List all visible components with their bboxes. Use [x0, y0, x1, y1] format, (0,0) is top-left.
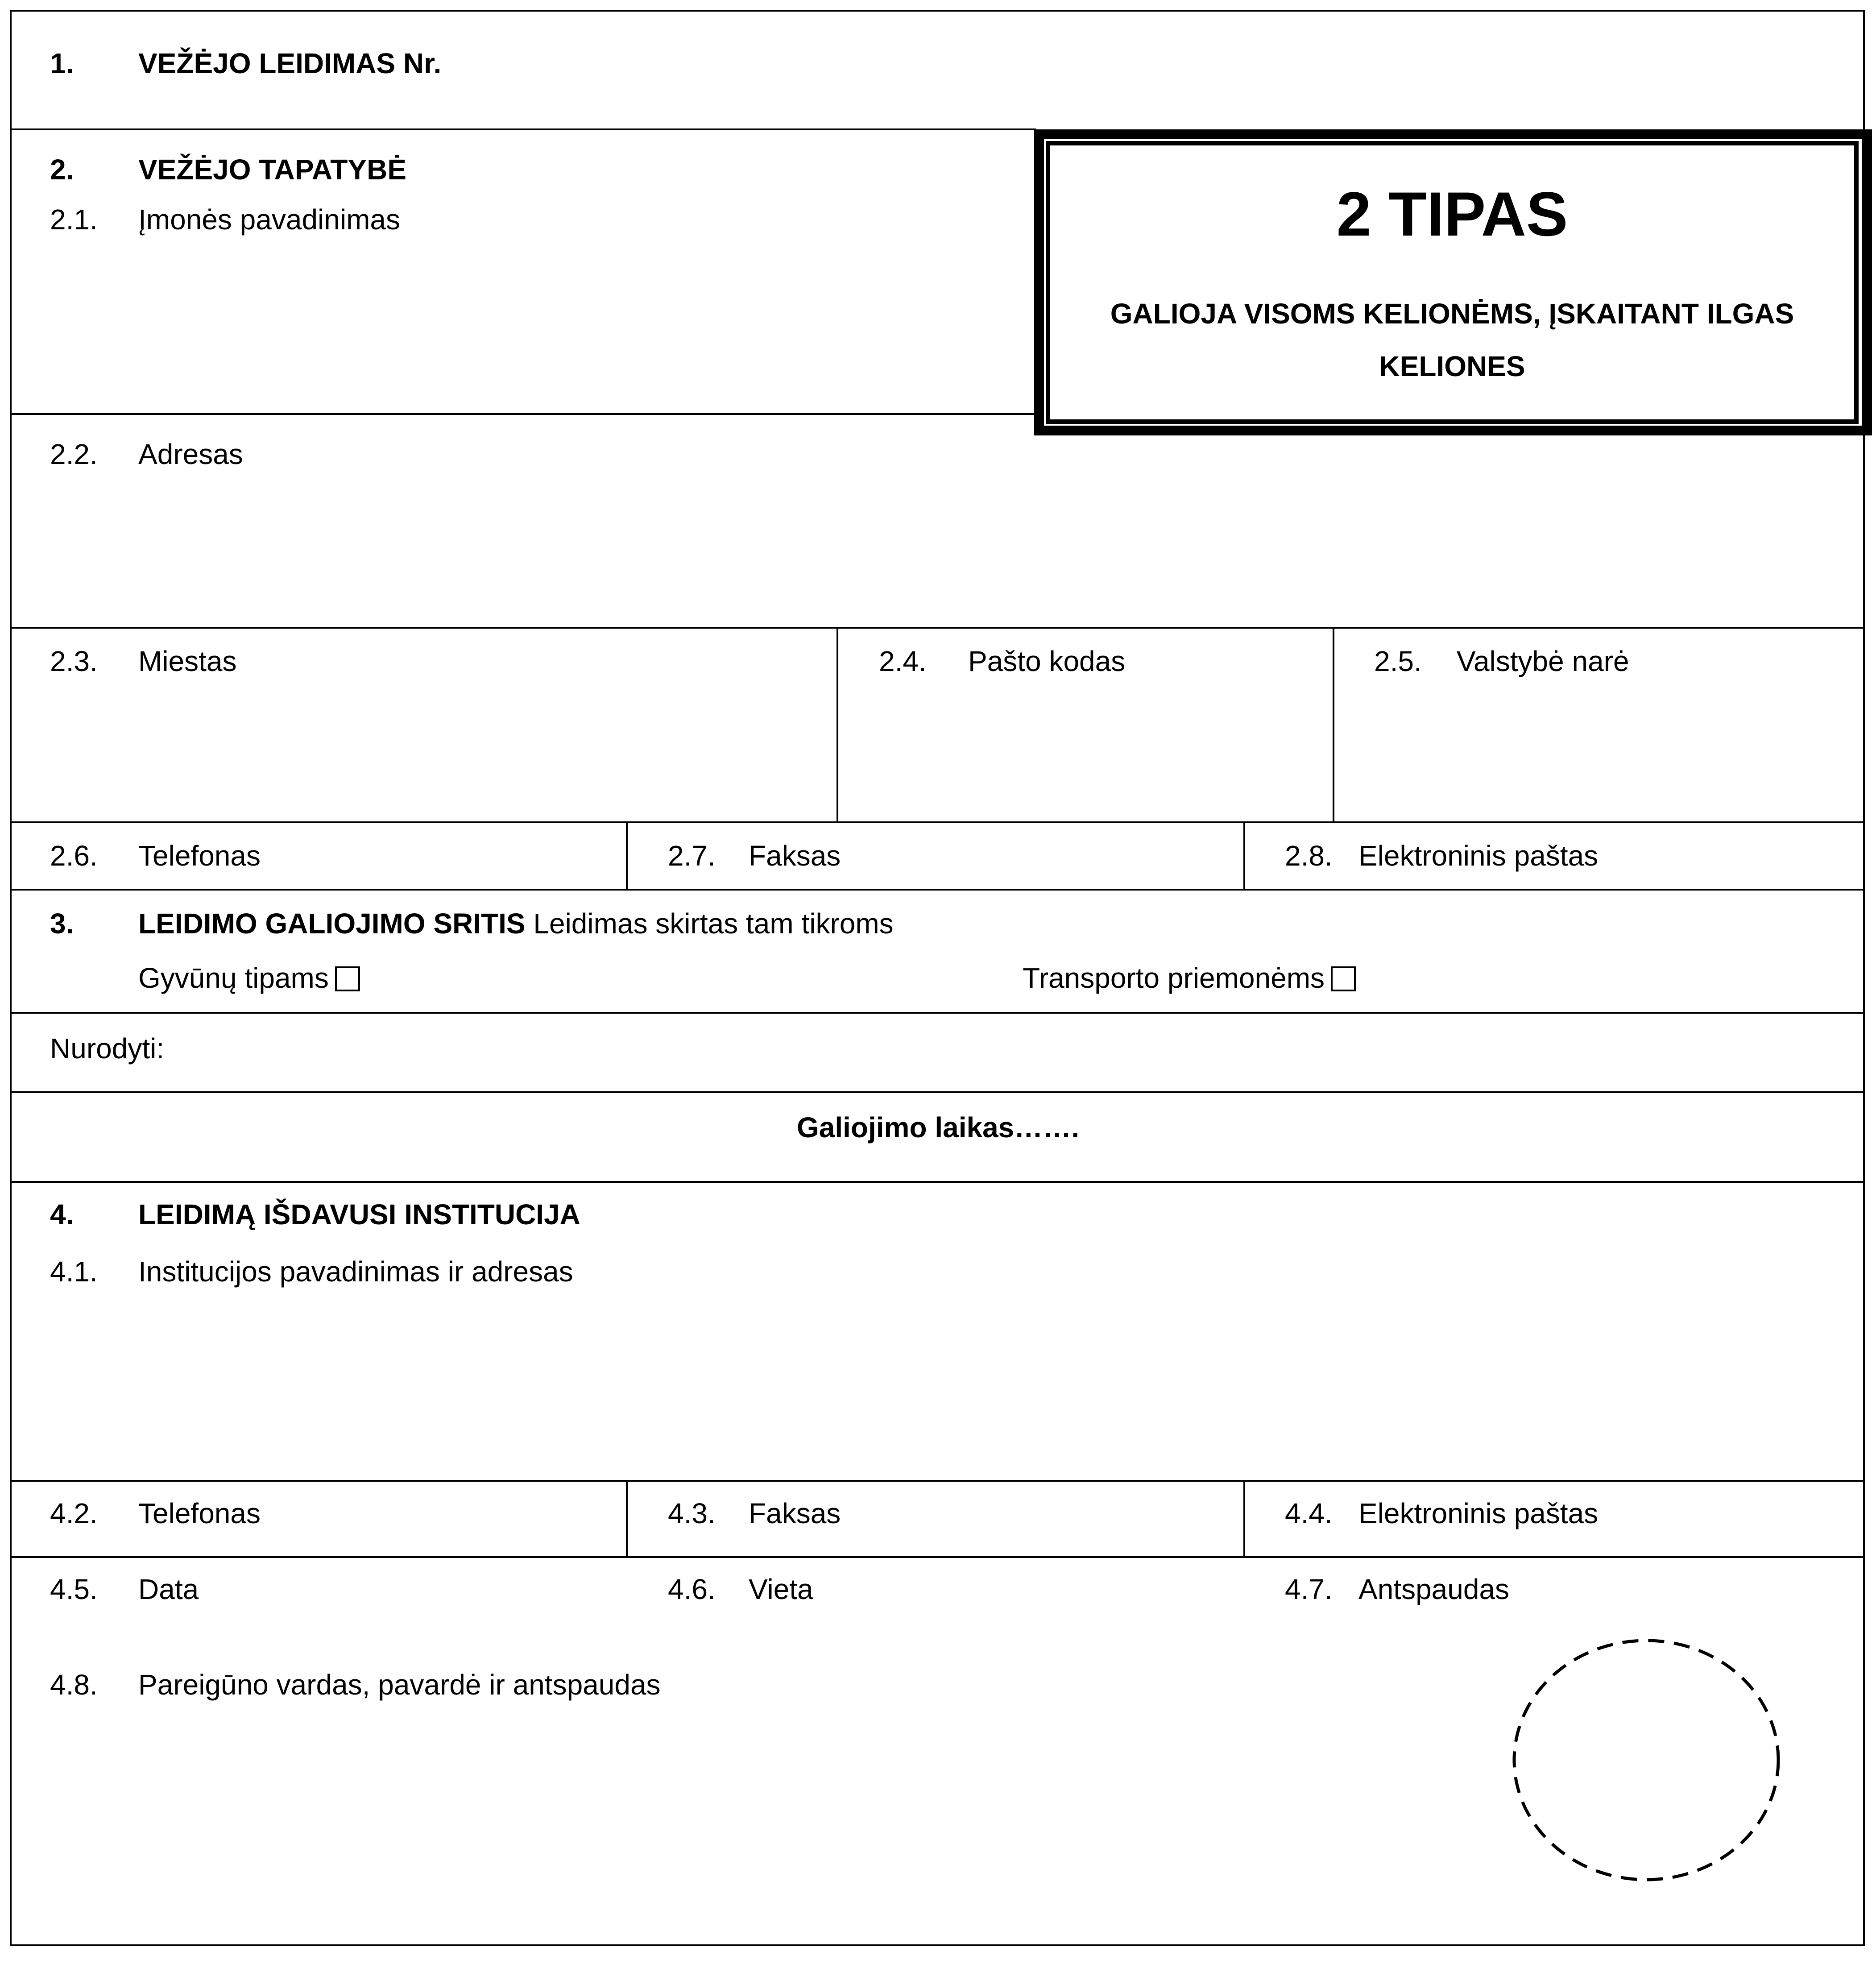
divider [626, 1480, 628, 1556]
validity-period-label: Galiojimo laikas……. [796, 1111, 1080, 1144]
divider [1333, 627, 1334, 821]
field-4-5-number: 4.5. [50, 1573, 98, 1605]
field-4-2-number: 4.2. [50, 1497, 98, 1529]
permit-type-subtitle: GALIOJA VISOMS KELIONĖMS, ĮSKAITANT ILGAS KELIONES [1110, 298, 1794, 382]
field-2-2-number: 2.2. [50, 438, 98, 470]
divider [10, 1480, 1865, 1482]
divider [10, 1091, 1865, 1093]
divider [10, 1012, 1865, 1014]
animal-types-option[interactable] [138, 964, 360, 992]
field-4-8-number: 4.8. [50, 1669, 98, 1701]
place-label: Vieta [749, 1573, 813, 1605]
field-4-3-number: 4.3. [668, 1497, 716, 1529]
divider [10, 413, 1036, 415]
field-2-7-number: 2.7. [668, 840, 716, 872]
divider [1243, 1480, 1245, 1556]
specify-label: Nurodyti: [50, 1032, 165, 1065]
field-2-4-number: 2.4. [879, 645, 927, 677]
divider [10, 1556, 1865, 1558]
transport-label: Transporto priemonėms [1023, 962, 1325, 994]
divider [10, 1181, 1865, 1183]
section-4-number: 4. [50, 1198, 74, 1231]
section-1-number: 1. [50, 47, 74, 79]
email-label: Elektroninis paštas [1358, 840, 1599, 872]
permit-type-box [1046, 141, 1859, 424]
animal-types-label: Gyvūnų tipams [138, 962, 329, 994]
divider [626, 821, 628, 889]
phone-label: Telefonas [138, 840, 261, 872]
fax-label: Faksas [749, 840, 841, 872]
section-3-text: Leidimas skirtas tam tikroms [533, 907, 894, 940]
address-label: Adresas [138, 438, 243, 470]
field-2-1-number: 2.1. [50, 203, 98, 236]
field-2-5-number: 2.5. [1374, 645, 1422, 677]
transport-checkbox[interactable] [1331, 966, 1356, 991]
institution-name-address-label: Institucijos pavadinimas ir adresas [138, 1255, 573, 1288]
stamp-placeholder-circle [1508, 1633, 1785, 1887]
field-4-4-number: 4.4. [1285, 1497, 1333, 1529]
section-1-title: VEŽĖJO LEIDIMAS Nr. [138, 47, 442, 79]
field-2-3-number: 2.3. [50, 645, 98, 677]
field-4-7-number: 4.7. [1285, 1573, 1333, 1605]
city-label: Miestas [138, 645, 237, 677]
company-name-label: Įmonės pavadinimas [138, 203, 400, 236]
divider [10, 128, 1036, 130]
section-3-title: LEIDIMO GALIOJIMO SRITIS [138, 907, 526, 940]
divider [10, 889, 1865, 891]
member-state-label: Valstybė narė [1457, 645, 1629, 677]
stamp-label: Antspaudas [1358, 1573, 1510, 1605]
transport-option[interactable] [1023, 964, 1356, 992]
divider [10, 821, 1865, 823]
field-2-8-number: 2.8. [1285, 840, 1333, 872]
field-4-6-number: 4.6. [668, 1573, 716, 1605]
date-label: Data [138, 1573, 199, 1605]
divider [10, 627, 1865, 629]
institution-email-label: Elektroninis paštas [1358, 1497, 1599, 1529]
section-3-number: 3. [50, 907, 74, 940]
section-3-heading [138, 909, 894, 938]
divider [1243, 821, 1245, 889]
official-name-stamp-label: Pareigūno vardas, pavardė ir antspaudas [138, 1669, 661, 1701]
divider [837, 627, 838, 821]
field-4-1-number: 4.1. [50, 1255, 98, 1288]
institution-fax-label: Faksas [749, 1497, 841, 1529]
section-2-title: VEŽĖJO TAPATYBĖ [138, 153, 406, 186]
section-2-number: 2. [50, 153, 74, 186]
postal-code-label: Pašto kodas [968, 645, 1126, 677]
field-2-6-number: 2.6. [50, 840, 98, 872]
institution-phone-label: Telefonas [138, 1497, 261, 1529]
animal-types-checkbox[interactable] [335, 966, 360, 991]
permit-type-title: 2 TIPAS [1336, 179, 1568, 249]
section-4-title: LEIDIMĄ IŠDAVUSI INSTITUCIJA [138, 1198, 580, 1231]
